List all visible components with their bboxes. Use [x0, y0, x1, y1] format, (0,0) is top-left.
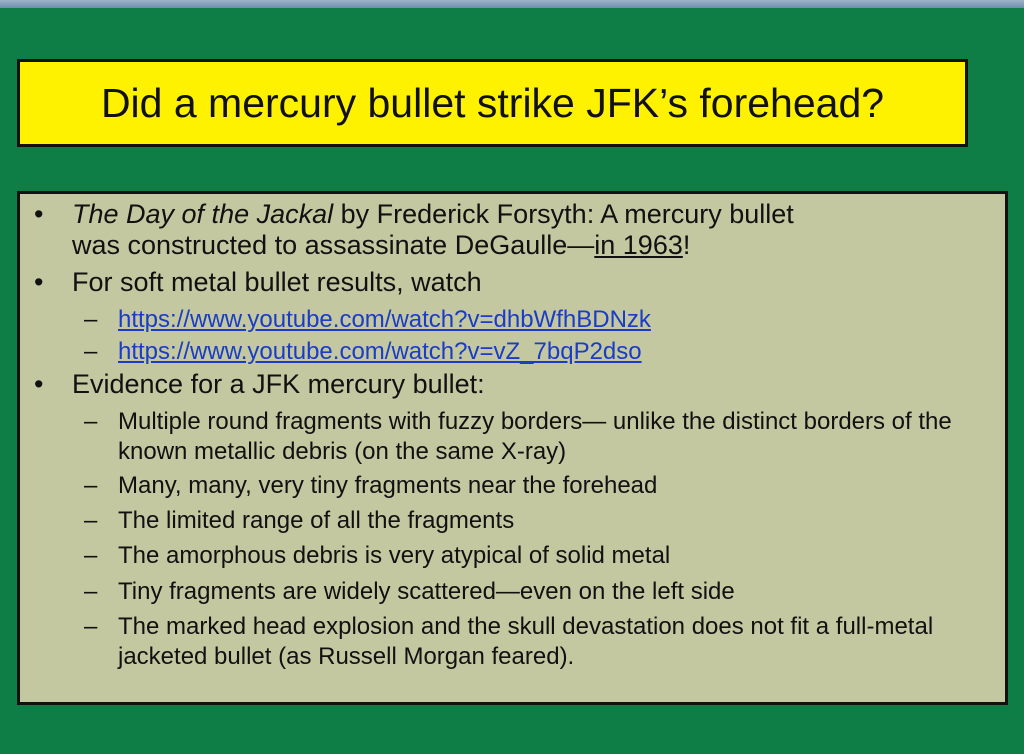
- evidence-text: The limited range of all the fragments: [118, 507, 515, 534]
- sub-item-link-2: [84, 337, 998, 367]
- year-underlined: in 1963: [594, 230, 683, 260]
- evidence-item: [84, 541, 998, 571]
- evidence-text: Tiny fragments are widely scattered—even on the left side: [118, 578, 735, 605]
- evidence-item: [84, 612, 988, 672]
- evidence-text: The marked head explosion and the skull devastation does not fit a full-metal jacketed bullet (as Russell Morgan feared).: [118, 613, 934, 670]
- evidence-item: [84, 577, 998, 607]
- bullet-marker: •: [34, 267, 44, 297]
- window-top-strip: [0, 0, 1024, 8]
- book-title: The Day of the Jackal: [72, 199, 334, 229]
- evidence-text: The amorphous debris is very atypical of solid metal: [118, 542, 671, 569]
- dash-marker: –: [84, 338, 98, 365]
- dash-marker: –: [84, 507, 98, 534]
- title-box: [17, 59, 968, 147]
- dash-marker: –: [84, 542, 98, 569]
- bullet-text-line2: was constructed to assassinate DeGaulle—: [72, 230, 595, 260]
- slide-title: Did a mercury bullet strike JFK’s forehead?: [100, 79, 885, 126]
- bullet-text: For soft metal bullet results, watch: [72, 267, 482, 297]
- dash-marker: –: [84, 408, 98, 435]
- bullet-text: Evidence for a JFK mercury bullet:: [72, 369, 485, 399]
- sub-item-link-1: [84, 305, 998, 335]
- bullet-marker: •: [34, 199, 44, 229]
- evidence-text: Many, many, very tiny fragments near the forehead: [118, 472, 658, 499]
- bullet-item-jackal: [34, 199, 972, 261]
- dash-marker: –: [84, 306, 98, 333]
- youtube-link-2[interactable]: https://www.youtube.com/watch?v=vZ_7bqP2dso: [118, 338, 642, 365]
- evidence-text: Multiple round fragments with fuzzy borders— unlike the distinct borders of the known metallic debris (on the same X-ray): [118, 408, 952, 465]
- bullet-item-soft-metal: [34, 267, 972, 298]
- dash-marker: –: [84, 578, 98, 605]
- bullet-marker: •: [34, 369, 44, 399]
- content-box: [17, 191, 1008, 705]
- evidence-item: [84, 407, 978, 467]
- youtube-link-1[interactable]: https://www.youtube.com/watch?v=dhbWfhBDNzk: [118, 306, 651, 333]
- exclamation: !: [682, 230, 691, 260]
- evidence-item: [84, 471, 998, 501]
- evidence-item: [84, 506, 998, 536]
- bullet-item-evidence: [34, 369, 972, 400]
- bullet-text: by Frederick Forsyth: A mercury bullet: [333, 199, 794, 229]
- dash-marker: –: [84, 472, 98, 499]
- dash-marker: –: [84, 613, 98, 640]
